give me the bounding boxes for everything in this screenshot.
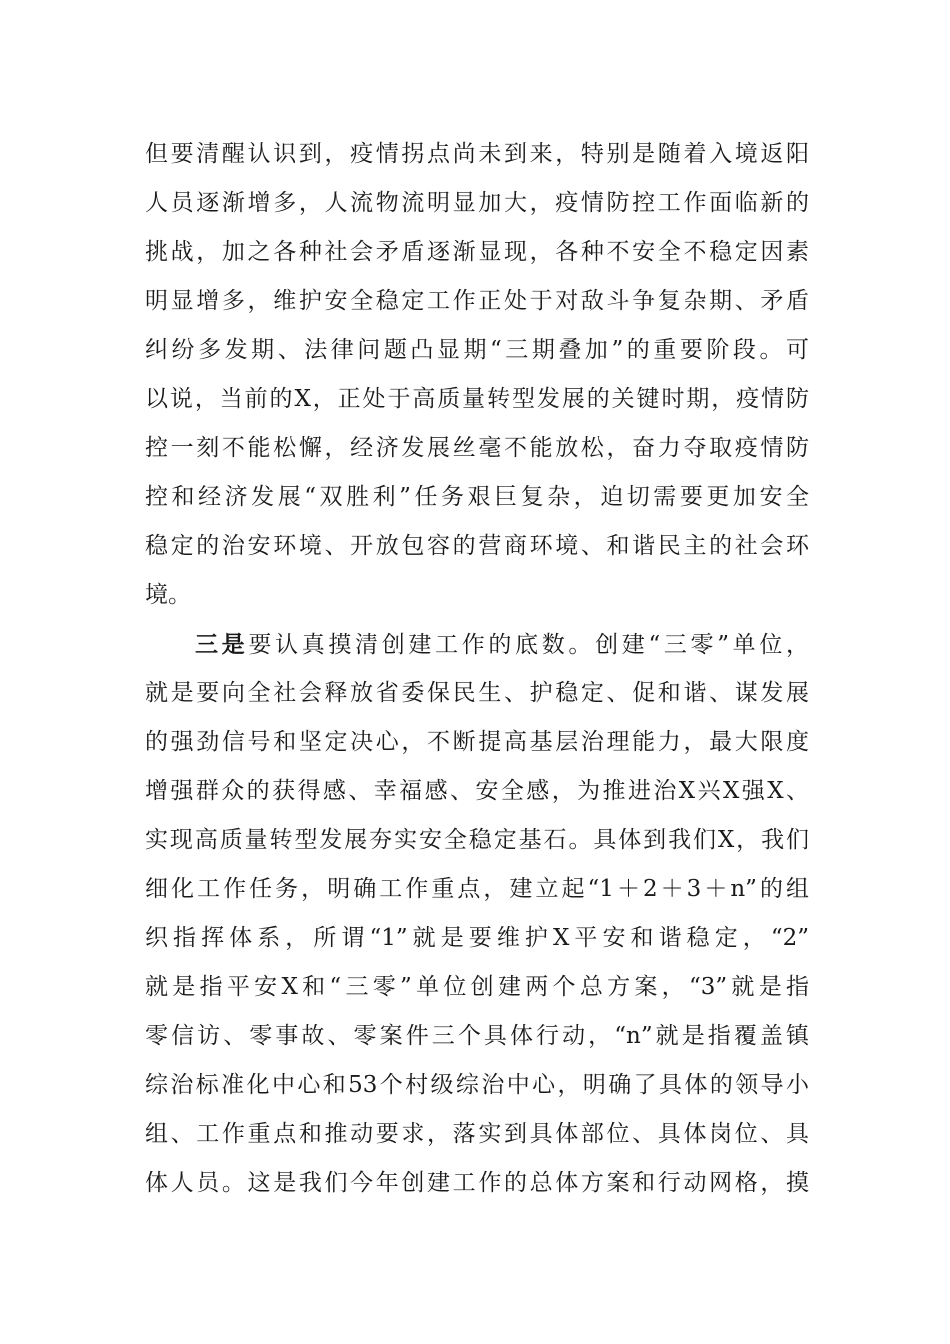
text-line: 的强劲信号和坚定决心，不断提高基层治理能力，最大限度 — [145, 729, 809, 755]
text-line: 织指挥体系，所谓“1”就是要维护X平安和谐稳定，“2” — [145, 925, 809, 951]
text-line: 明显增多，维护安全稳定工作正处于对敌斗争复杂期、矛盾 — [145, 288, 809, 314]
text-line-rest: 要认真摸清创建工作的底数。创建“三零”单位， — [248, 632, 809, 658]
text-line: 体人员。这是我们今年创建工作的总体方案和行动网格，摸 — [145, 1170, 809, 1196]
text-line: 组、工作重点和推动要求，落实到具体部位、具体岗位、具 — [145, 1121, 809, 1147]
paragraph-lead: 三是 — [195, 631, 249, 658]
text-line: 就是要向全社会释放省委保民生、护稳定、促和谐、谋发展 — [145, 680, 809, 706]
text-line-first — [145, 620, 809, 669]
paragraph-2 — [145, 620, 809, 1208]
text-line: 增强群众的获得感、幸福感、安全感，为推进治X兴X强X、 — [145, 778, 809, 804]
text-line: 但要清醒认识到，疫情拐点尚未到来，特别是随着入境返阳 — [145, 141, 809, 167]
paragraph-1 — [145, 130, 809, 620]
text-line: 境。 — [145, 582, 191, 608]
text-line: 细化工作任务，明确工作重点，建立起“1＋2＋3＋n”的组 — [145, 876, 809, 902]
text-line: 控一刻不能松懈，经济发展丝毫不能放松，奋力夺取疫情防 — [145, 435, 809, 461]
text-line: 实现高质量转型发展夯实安全稳定基石。具体到我们X，我们 — [145, 827, 809, 853]
text-line: 就是指平安X和“三零”单位创建两个总方案，“3”就是指 — [145, 974, 809, 1000]
body-text — [145, 130, 809, 1208]
text-line: 控和经济发展“双胜利”任务艰巨复杂，迫切需要更加安全 — [145, 484, 809, 510]
text-line: 综治标准化中心和53个村级综治中心，明确了具体的领导小 — [145, 1072, 809, 1098]
text-line: 人员逐渐增多，人流物流明显加大，疫情防控工作面临新的 — [145, 190, 809, 216]
text-line: 纠纷多发期、法律问题凸显期“三期叠加”的重要阶段。可 — [145, 337, 809, 363]
text-line: 零信访、零事故、零案件三个具体行动，“n”就是指覆盖镇 — [145, 1023, 809, 1049]
text-line: 挑战，加之各种社会矛盾逐渐显现，各种不安全不稳定因素 — [145, 239, 809, 265]
text-line: 以说，当前的X，正处于高质量转型发展的关键时期，疫情防 — [145, 386, 809, 412]
text-line: 稳定的治安环境、开放包容的营商环境、和谐民主的社会环 — [145, 533, 809, 559]
